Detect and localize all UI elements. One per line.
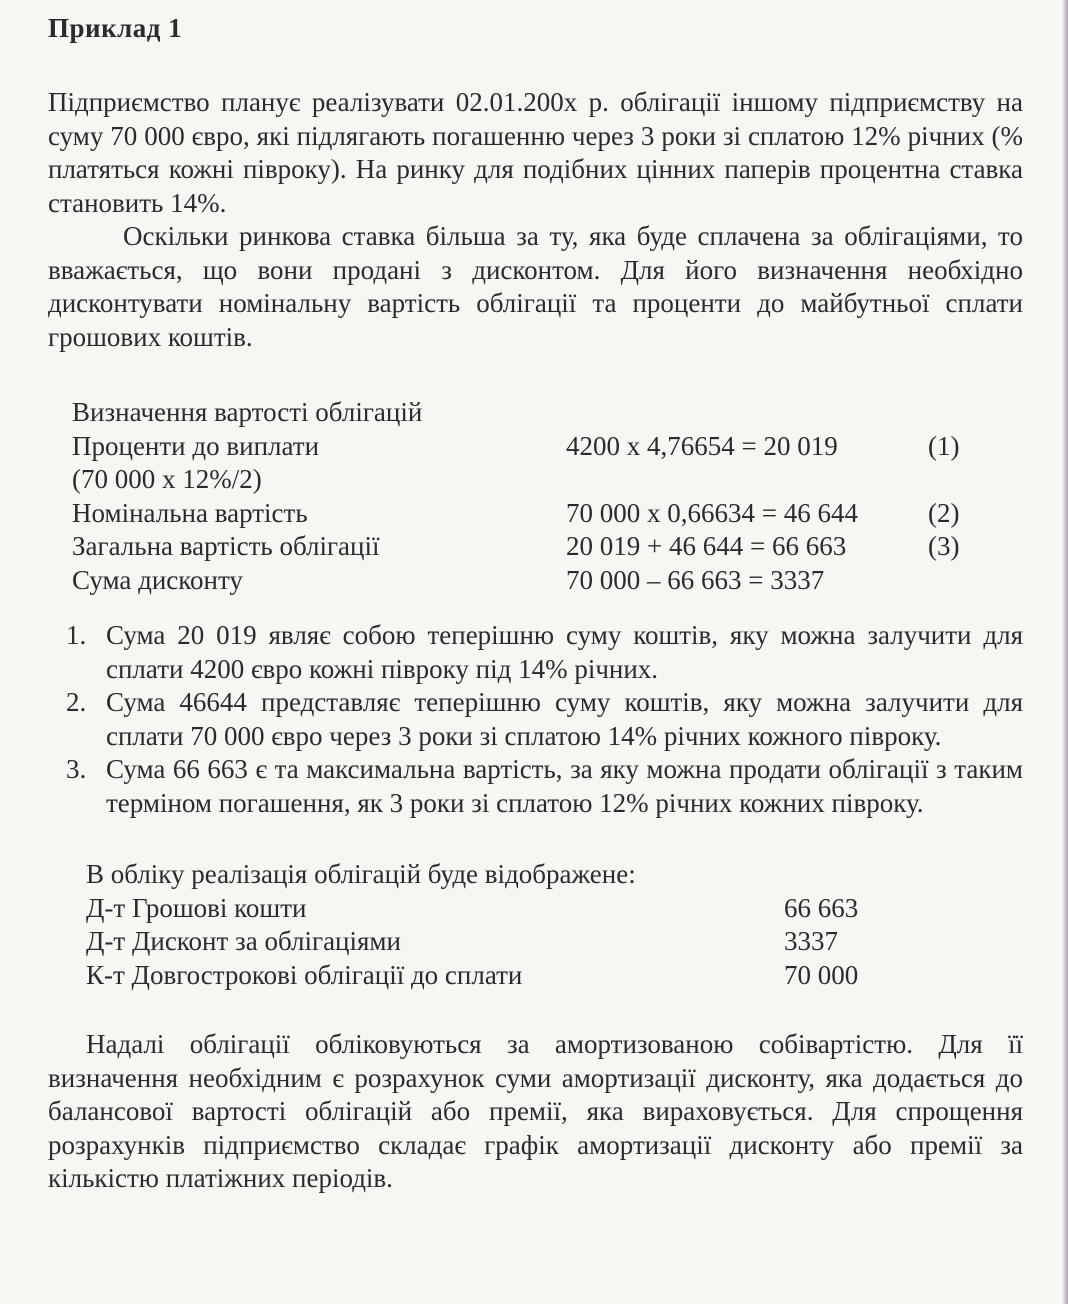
list-text: Сума 20 019 являє собою теперішню суму коштів, яку можна залучити для сплати 4200 євро кожні півроку під 14% річних. (106, 620, 1023, 684)
list-item (48, 686, 1023, 753)
valuation-title: Визначення вартості облігацій (72, 397, 423, 427)
valuation-formula: 20 019 + 46 644 = 66 663 (566, 531, 847, 561)
valuation-row (72, 530, 1023, 564)
valuation-label: Сума дисконту (72, 564, 243, 595)
valuation-formula: 70 000 х 0,66634 = 46 644 (566, 497, 858, 528)
valuation-title-row (72, 396, 1023, 430)
valuation-row (72, 564, 1023, 598)
valuation-label: (70 000 х 12%/2) (72, 464, 262, 494)
page-edge (1062, 0, 1068, 1304)
list-number: 3. (66, 754, 87, 784)
valuation-row (72, 430, 1023, 464)
valuation-label: Загальна вартість облігації (72, 531, 380, 561)
document-page (48, 8, 1023, 1196)
entry-row (86, 959, 1023, 993)
discount-paragraph: Оскільки ринкова ставка більша за ту, яка буде сплачена за облігаціями, то вважається, що вони продані з дисконтом. Для його визначення необхідно дисконтувати номінальну вартість облігації та проценти до майбутньої сплати грошових коштів. (48, 221, 1023, 352)
entries-title-row (86, 858, 1023, 892)
entries-table (86, 858, 1023, 992)
list-text: Сума 66 663 є та максимальна вартість, за яку можна продати облігації з таким терміном погашення, як 3 роки зі сплатою 12% річних кожних півроку. (106, 754, 1023, 818)
valuation-formula: 70 000 – 66 663 = 3337 (566, 564, 825, 595)
valuation-formula: 4200 х 4,76654 = 20 019 (566, 430, 838, 461)
entry-amount: 70 000 (784, 959, 859, 990)
amortization-paragraph: Надалі облігації обліковуються за амортизованою собівартістю. Для її визначення необхідним є розрахунок суми амортизації дисконту, яка додається до балансової вартості облігацій або премії, яка вираховується. Для спрощення розрахунків підприємство складає графік амортизації дисконту або премії за кількістю платіжних періодів. (48, 1029, 1023, 1193)
list-item (48, 753, 1023, 820)
valuation-row (72, 463, 1023, 497)
valuation-label: Проценти до виплати (72, 430, 320, 461)
valuation-table (72, 396, 1023, 597)
valuation-ref: (1) (928, 430, 960, 461)
list-number: 2. (66, 687, 87, 717)
entry-amount: 66 663 (784, 892, 859, 923)
notes-list (48, 619, 1023, 820)
list-text: Сума 46644 представляє теперішню суму коштів, яку можна залучити для сплати 70 000 євро через 3 роки зі сплатою 14% річних кожного півроку. (106, 687, 1023, 751)
entry-label: Д-т Грошові кошти (86, 892, 307, 923)
list-number: 1. (66, 620, 87, 650)
intro-paragraph: Підприємство планує реалізувати 02.01.200х р. облігації іншому підприємству на суму 70 000 євро, які підлягають погашенню через 3 роки зі сплатою 12% річних (% платяться кожні півроку). На ринку для подібних цінних паперів процентна ставка становить 14%. (48, 87, 1023, 218)
entries-title: В обліку реалізація облігацій буде відображене: (86, 859, 636, 889)
valuation-label: Номінальна вартість (72, 497, 308, 528)
valuation-row (72, 497, 1023, 531)
entry-label: К-т Довгострокові облігації до сплати (86, 959, 523, 990)
list-item (48, 619, 1023, 686)
entry-label: Д-т Дисконт за облігаціями (86, 926, 401, 956)
valuation-ref: (3) (928, 531, 960, 561)
valuation-ref: (2) (928, 497, 960, 528)
entry-row (86, 892, 1023, 926)
page-title: Приклад 1 (48, 13, 183, 43)
entry-row (86, 925, 1023, 959)
entry-amount: 3337 (784, 926, 838, 956)
